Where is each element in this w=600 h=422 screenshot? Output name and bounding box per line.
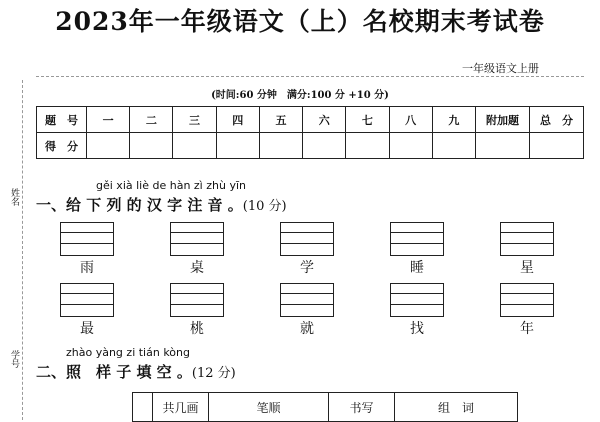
header-cell: 九 bbox=[432, 107, 475, 133]
pinyin-grid[interactable] bbox=[500, 222, 554, 256]
name-label: 姓名 bbox=[9, 188, 19, 206]
header-cell: 六 bbox=[303, 107, 346, 133]
header-cell: 三 bbox=[173, 107, 216, 133]
score-cell[interactable] bbox=[130, 133, 173, 159]
section2-pinyin: zhào yàng zi tián kòng bbox=[66, 346, 190, 359]
section2-title: 二、照 样 子 填 空 。 bbox=[36, 363, 192, 381]
hanzi-char: 雨 bbox=[80, 260, 94, 276]
divider bbox=[36, 76, 584, 77]
header-cell: 笔顺 bbox=[209, 393, 329, 422]
header-cell: 四 bbox=[216, 107, 259, 133]
hanzi-char: 最 bbox=[80, 321, 94, 337]
score-table bbox=[36, 106, 584, 159]
pinyin-grid[interactable] bbox=[390, 283, 444, 317]
hanzi-char: 找 bbox=[410, 321, 424, 337]
fill-table bbox=[132, 392, 518, 422]
table-row bbox=[37, 107, 584, 133]
header-cell: 八 bbox=[389, 107, 432, 133]
header-cell: 书写 bbox=[329, 393, 395, 422]
score-cell[interactable] bbox=[476, 133, 530, 159]
student-id-label: 学号 bbox=[9, 350, 19, 368]
score-cell[interactable] bbox=[530, 133, 584, 159]
score-cell[interactable] bbox=[303, 133, 346, 159]
score-cell[interactable] bbox=[259, 133, 302, 159]
pinyin-grid[interactable] bbox=[280, 222, 334, 256]
pinyin-grid[interactable] bbox=[500, 283, 554, 317]
binding-line bbox=[22, 80, 23, 420]
header-cell: 七 bbox=[346, 107, 389, 133]
section2-heading bbox=[36, 361, 236, 382]
section1-pinyin: gěi xià liè de hàn zì zhù yīn bbox=[96, 179, 246, 192]
table-row bbox=[133, 393, 518, 422]
score-cell[interactable] bbox=[87, 133, 130, 159]
header-cell: 共几画 bbox=[153, 393, 209, 422]
hanzi-char: 就 bbox=[300, 321, 314, 337]
score-cell[interactable] bbox=[173, 133, 216, 159]
pinyin-grid[interactable] bbox=[60, 283, 114, 317]
section1-title: 一、给 下 列 的 汉 字 注 音 。 bbox=[36, 196, 243, 214]
section1-score: (10 分) bbox=[242, 199, 287, 214]
score-cell[interactable] bbox=[389, 133, 432, 159]
header-cell: 组 词 bbox=[395, 393, 518, 422]
header-cell: 附加题 bbox=[476, 107, 530, 133]
pinyin-grid[interactable] bbox=[60, 222, 114, 256]
section1-heading bbox=[36, 194, 287, 215]
hanzi-char: 年 bbox=[520, 321, 534, 337]
score-cell[interactable] bbox=[432, 133, 475, 159]
hanzi-char: 学 bbox=[300, 260, 314, 276]
hanzi-char: 桃 bbox=[190, 321, 204, 337]
page-title: 2023年一年级语文（上）名校期末考试卷 bbox=[55, 7, 545, 36]
score-cell[interactable] bbox=[216, 133, 259, 159]
hanzi-char: 星 bbox=[520, 260, 534, 276]
time-info: (时间:60 分钟 满分:100 分 +10 分) bbox=[211, 90, 389, 101]
header-cell: 二 bbox=[130, 107, 173, 133]
pinyin-grid[interactable] bbox=[170, 283, 224, 317]
header-cell: 总 分 bbox=[530, 107, 584, 133]
pinyin-grid[interactable] bbox=[390, 222, 444, 256]
score-cell[interactable] bbox=[346, 133, 389, 159]
section2-score: (12 分) bbox=[191, 366, 236, 381]
grade-label: 一年级语文上册 bbox=[462, 62, 539, 75]
table-row bbox=[37, 133, 584, 159]
pinyin-grid[interactable] bbox=[170, 222, 224, 256]
score-row-label: 得 分 bbox=[37, 133, 87, 159]
header-cell: 一 bbox=[87, 107, 130, 133]
header-cell: 题 号 bbox=[37, 107, 87, 133]
header-cell bbox=[133, 393, 153, 422]
pinyin-grid[interactable] bbox=[280, 283, 334, 317]
hanzi-char: 睡 bbox=[410, 260, 424, 276]
hanzi-char: 桌 bbox=[190, 260, 204, 276]
header-cell: 五 bbox=[259, 107, 302, 133]
